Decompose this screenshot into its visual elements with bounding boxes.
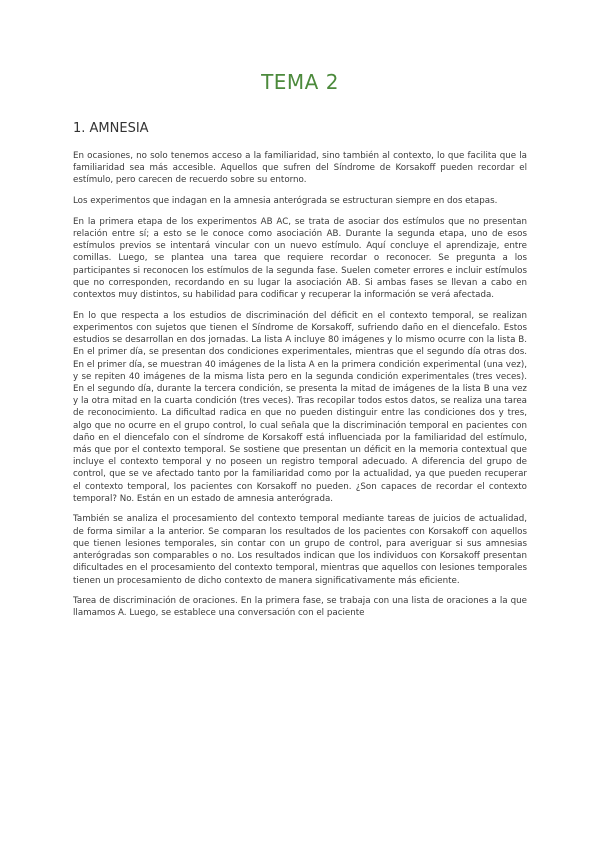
page-title: TEMA 2: [261, 70, 339, 94]
paragraph: En la primera etapa de los experimentos AB AC, se trata de asociar dos estímulos que no presentan relación entre sí; a esto se le conoce como asociación AB. Durante la segunda etapa, uno de esos estímulos previos se intentará vincular con un nuevo estímulo. Aquí concluye el aprendizaje, entre comillas. Luego, se plantea una tarea que requiere recordar o reconocer. Se pregunta a los participantes si reconocen los estímulos de la segunda fase. Suelen cometer errores e incluir estímulos que no corresponden, recordando en su lugar la asociación AB. Si ambas fases se llevan a cabo en contextos muy distintos, su habilidad para codificar y recuperar la información se verá afectada.: [73, 216, 527, 301]
body-text: [73, 150, 527, 628]
paragraph: También se analiza el procesamiento del contexto temporal mediante tareas de juicios de actualidad, de forma similar a la anterior. Se comparan los resultados de los pacientes con Korsakoff con aquellos que tienen lesiones temporales, sin contar con un grupo de control, para averiguar si sus amnesias anterógradas son comparables o no. Los resultados indican que los individuos con Korsakoff presentan dificultades en el procesamiento del contexto temporal, mientras que aquellos con lesiones temporales tienen un procesamiento de dicho contexto de manera significativamente más eficiente.: [73, 514, 527, 586]
section-heading: 1. AMNESIA: [73, 121, 149, 136]
paragraph: Los experimentos que indagan en la amnesia anterógrada se estructuran siempre en dos etapas.: [73, 196, 498, 207]
paragraph: En ocasiones, no solo tenemos acceso a la familiaridad, sino también al contexto, lo que facilita que la familiaridad sea más accesible. Aquellos que sufren del Síndrome de Korsakoff pueden recordar el estímulo, pero carecen de recuerdo sobre su entorno.: [73, 151, 527, 186]
paragraph: Tarea de discriminación de oraciones. En la primera fase, se trabaja con una lista de oraciones a la que llamamos A. Luego, se establece una conversación con el paciente: [73, 596, 527, 619]
paragraph: En lo que respecta a los estudios de discriminación del déficit en el contexto temporal, se realizan experimentos con sujetos que tienen el Síndrome de Korsakoff, sufriendo daño en el diencefalo. Estos estudios se desarrollan en dos jornadas. La lista A incluye 80 imágenes y lo mismo ocurre con la lista B. En el primer día, se presentan dos condiciones experimentales, mientras que el segundo día otras dos. En el primer día, se muestran 40 imágenes de la lista A en la primera condición experimental (una vez), y se repiten 40 imágenes de la misma lista pero en la segunda condición experimentales (tres veces). En el segundo día, durante la tercera condición, se presenta la mitad de imágenes de la lista B una vez y la otra mitad en la cuarta condición (tres veces). Tras recopilar todos estos datos, se realiza una tarea de reconocimiento. La dificultad radica en que no pueden distinguir entre las condiciones dos y tres, algo que no ocurre en el grupo control, lo cual señala que la discriminación temporal en pacientes con daño en el diencefalo con el síndrome de Korsakoff está influenciada por la familiaridad del estímulo, más que por el contexto temporal. Se sostiene que presentan un déficit en la memoria contextual que incluye el contexto temporal y no poseen un registro temporal adecuado. A diferencia del grupo de control, que se ve afectado tanto por la familiaridad como por la actualidad, ya que pueden recuperar el contexto temporal, los pacientes con Korsakoff no pueden. ¿Son capaces de recordar el contexto temporal? No. Están en un estado de amnesia anterógrada.: [73, 310, 527, 504]
